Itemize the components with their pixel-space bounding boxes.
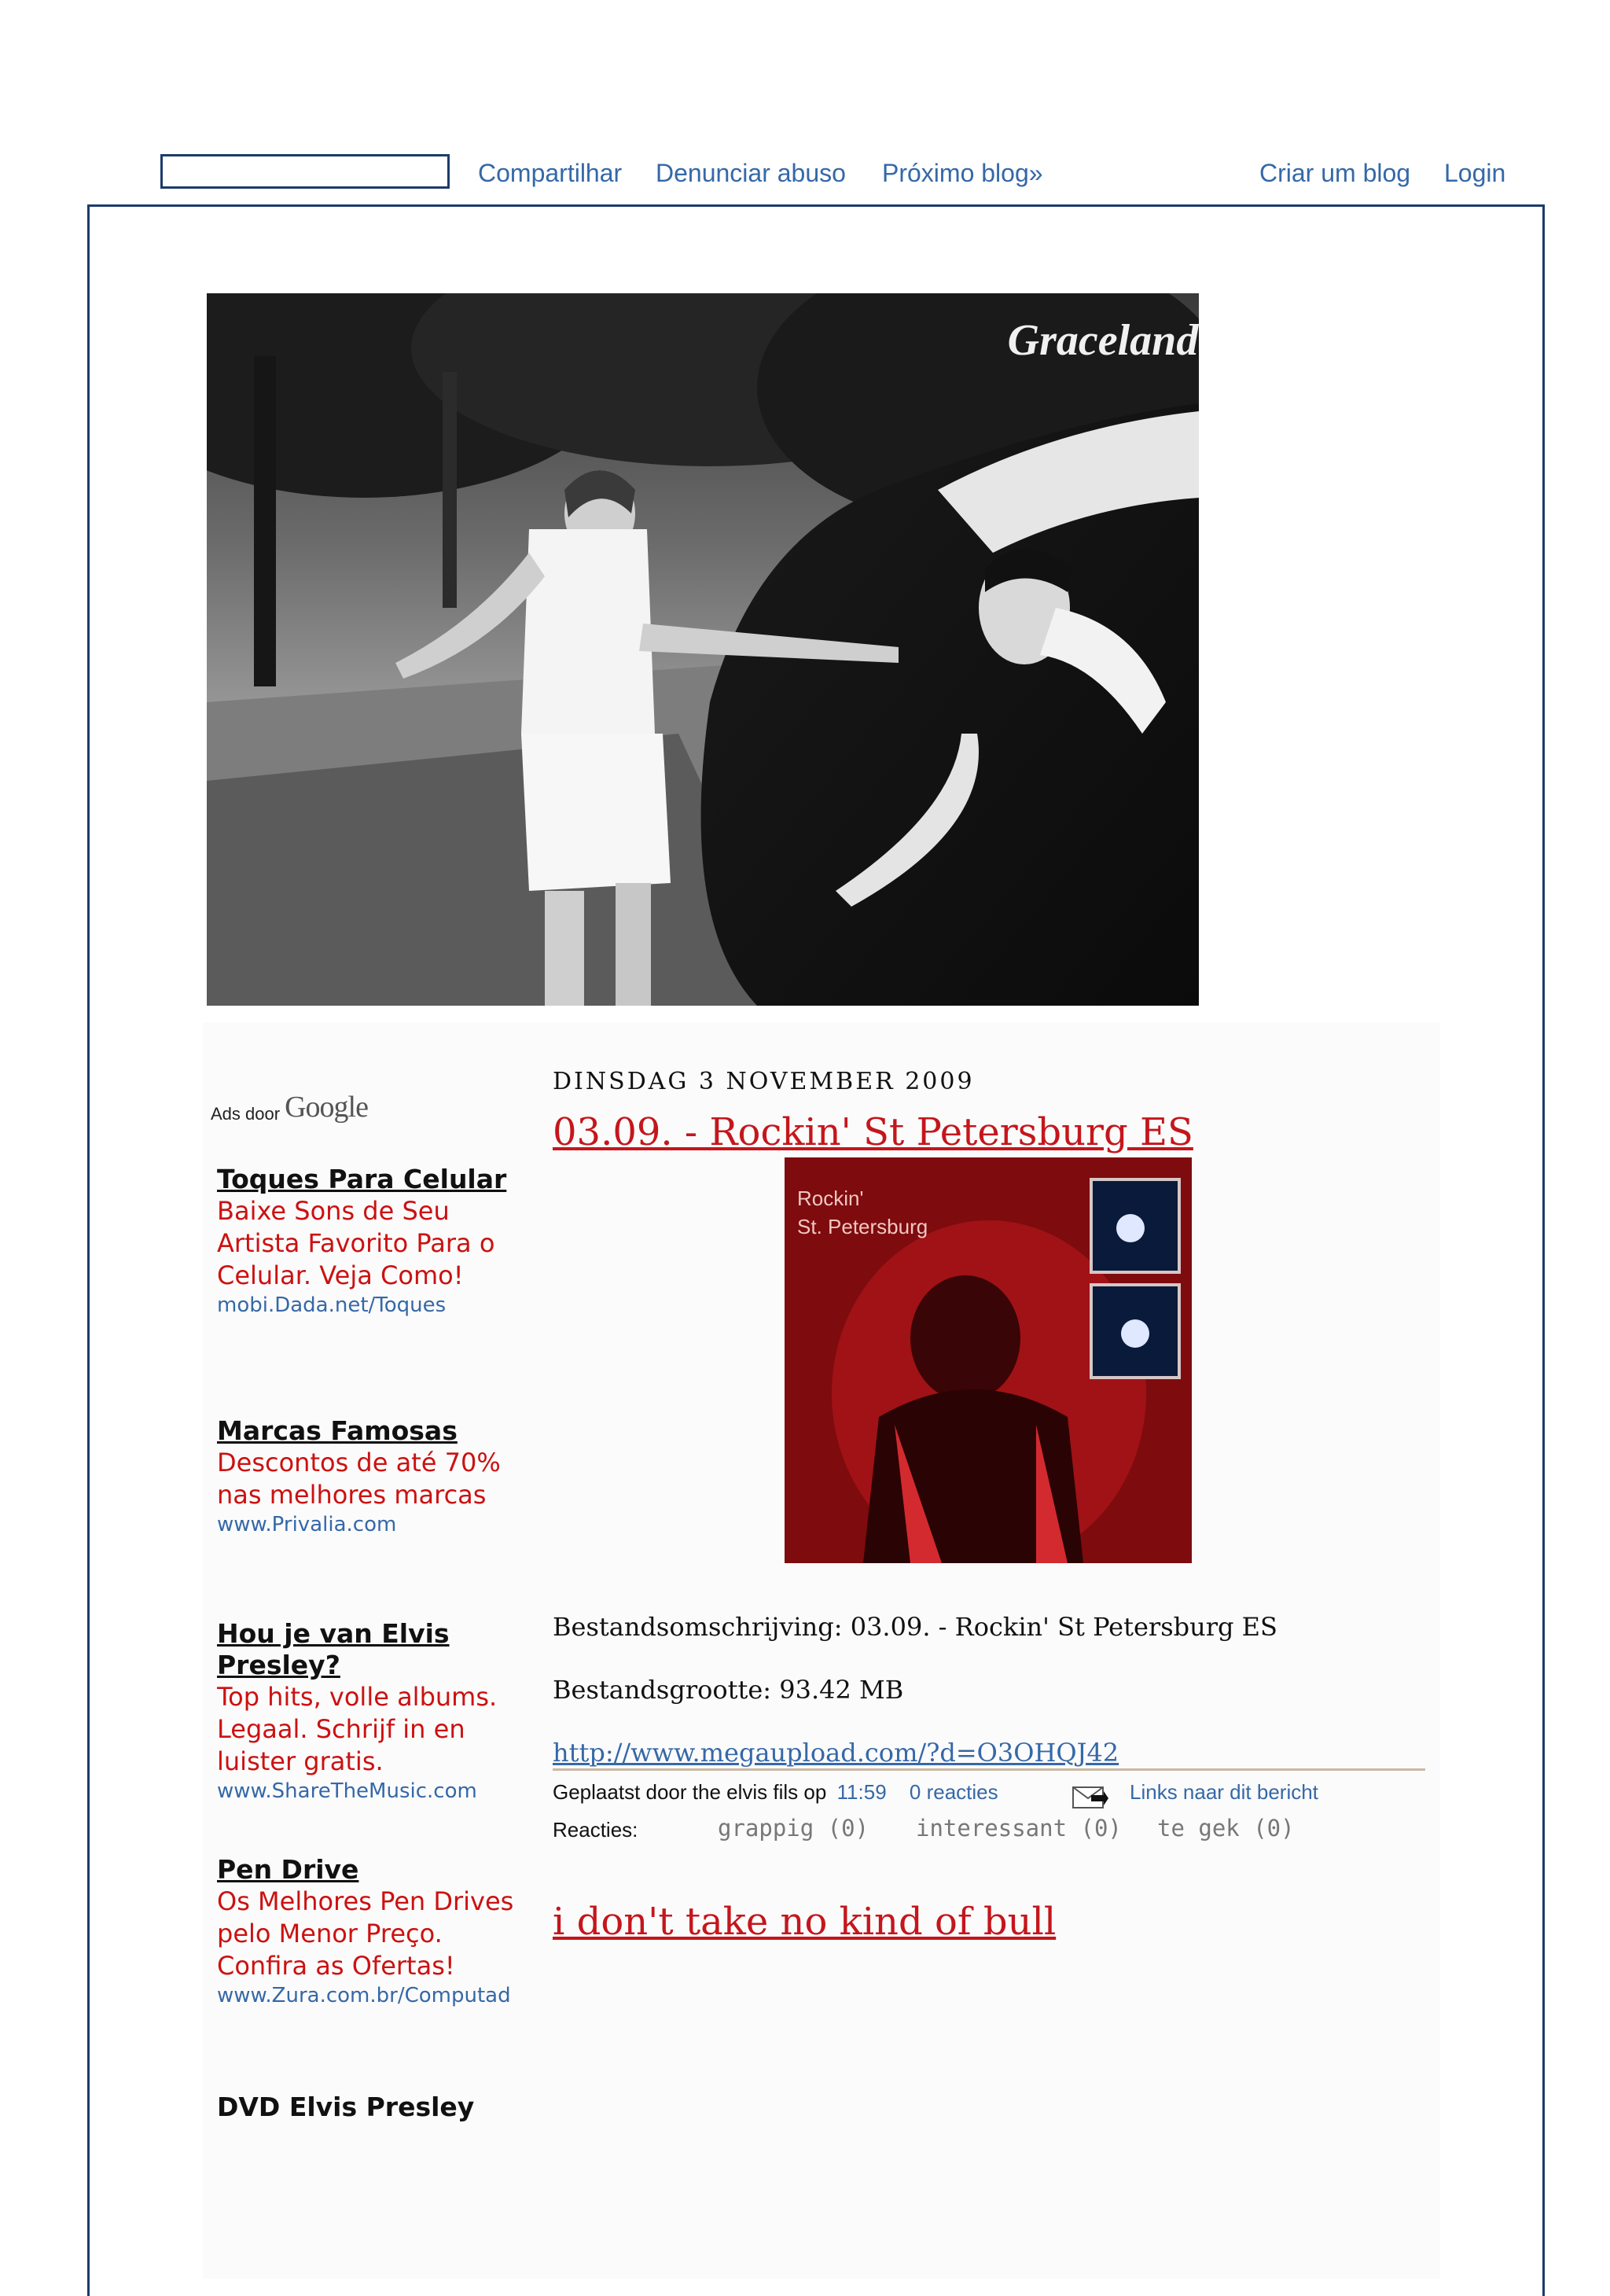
report-abuse-link[interactable]: Denunciar abuso — [656, 159, 846, 187]
cover-title-line1: Rockin' — [797, 1187, 864, 1210]
ads-label-text: Ads door — [211, 1104, 281, 1124]
ad-title[interactable]: Toques Para Celular — [217, 1164, 507, 1194]
email-post-icon[interactable] — [1072, 1784, 1108, 1809]
reaction-cool[interactable]: te gek (0) — [1157, 1815, 1295, 1842]
reaction-funny[interactable]: grappig (0) — [718, 1815, 869, 1842]
ad-url[interactable]: www.ShareTheMusic.com — [217, 1779, 477, 1803]
post-footer-divider — [553, 1768, 1425, 1771]
ad-title[interactable]: Pen Drive — [217, 1854, 359, 1885]
reactions-label: Reacties: — [553, 1818, 638, 1842]
ad-body: Os Melhores Pen Drives pelo Menor Preço. Confira as Ofertas! — [217, 1886, 514, 1981]
posted-by-text: Geplaatst door the elvis fils op — [553, 1780, 827, 1804]
post-time-link[interactable]: 11:59 — [836, 1780, 887, 1804]
ad-body: Top hits, volle albums. Legaal. Schrijf in en luister gratis. — [217, 1682, 498, 1776]
login-link[interactable]: Login — [1444, 159, 1506, 187]
google-logo: Google — [285, 1091, 368, 1124]
backlinks-link[interactable]: Links naar dit bericht — [1130, 1780, 1318, 1804]
file-description: Bestandsomschrijving: 03.09. - Rockin' St Petersburg ES — [553, 1612, 1277, 1642]
sidebar-ad[interactable] — [217, 1854, 516, 2009]
next-blog-link[interactable]: Próximo blog» — [882, 159, 1043, 187]
ad-title[interactable]: DVD Elvis Presley — [217, 2092, 475, 2122]
sidebar-ad[interactable] — [217, 2092, 516, 2123]
share-link[interactable]: Compartilhar — [478, 159, 623, 187]
reaction-interesting[interactable]: interessant (0) — [916, 1815, 1122, 1842]
blogger-navbar — [0, 149, 1610, 197]
download-link[interactable]: http://www.megaupload.com/?d=O3OHQJ42 — [553, 1738, 1119, 1768]
graceland-logo: Graceland — [1007, 316, 1199, 365]
ads-by-google-label[interactable] — [211, 1085, 368, 1124]
ad-url[interactable]: www.Zura.com.br/Computad — [217, 1984, 511, 2007]
create-blog-link[interactable]: Criar um blog — [1259, 159, 1411, 187]
next-post-title-link[interactable]: i don't take no kind of bull — [553, 1900, 1057, 1944]
post-title-link[interactable]: 03.09. - Rockin' St Petersburg ES — [553, 1110, 1193, 1154]
header-photo — [207, 293, 1199, 1006]
sidebar-ad[interactable] — [217, 1164, 516, 1319]
post-footer — [553, 1780, 998, 1805]
post-date: DINSDAG 3 NOVEMBER 2009 — [553, 1068, 975, 1095]
ad-url[interactable]: mobi.Dada.net/Toques — [217, 1293, 447, 1317]
album-cover-image[interactable] — [785, 1157, 1192, 1563]
ad-body: Descontos de até 70% nas melhores marcas — [217, 1448, 501, 1510]
ad-title[interactable]: Hou je van Elvis Presley? — [217, 1618, 450, 1680]
sidebar-ad[interactable] — [217, 1618, 516, 1805]
search-input[interactable] — [160, 154, 450, 189]
ad-body: Baixe Sons de Seu Artista Favorito Para o Celular. Veja Como! — [217, 1196, 495, 1290]
file-size: Bestandsgrootte: 93.42 MB — [553, 1675, 904, 1705]
comments-link[interactable]: 0 reacties — [909, 1780, 998, 1804]
ad-title[interactable]: Marcas Famosas — [217, 1415, 458, 1446]
ad-url[interactable]: www.Privalia.com — [217, 1513, 397, 1536]
cover-title-line2: St. Petersburg — [797, 1215, 928, 1238]
sidebar-ad[interactable] — [217, 1415, 516, 1538]
